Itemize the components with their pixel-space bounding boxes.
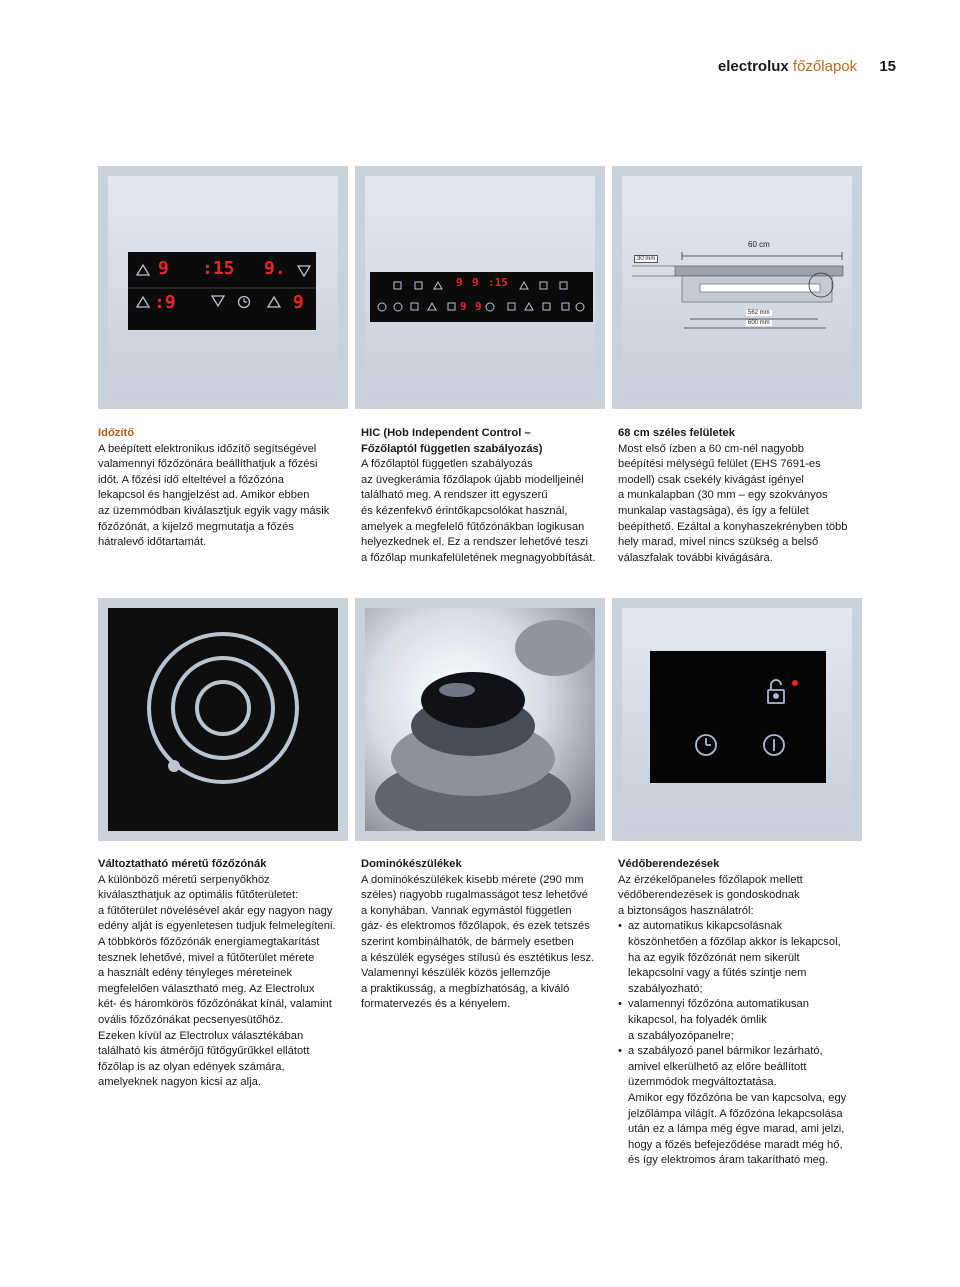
text-line: amivel elkerülhető az előre beállított <box>628 1060 807 1073</box>
text-line: jelzőlámpa világít. A főzőzóna lekapcsolása <box>628 1107 843 1120</box>
page-header <box>718 58 896 75</box>
text-line: és így elektromos áram takarítható meg. <box>628 1154 829 1167</box>
text-line: amelyek a megfelelő fűtőzónákban logikusan <box>361 520 585 533</box>
text-line: a főzőlap munkafelületének megnagyobbítását. <box>361 551 596 564</box>
digit: :15 <box>488 276 508 289</box>
gas-burner <box>365 608 595 831</box>
text-line: kiválaszthatjuk az optimális fűtőterületet: <box>98 889 299 902</box>
digit: 9. <box>264 258 286 279</box>
text-line: szerint kombinálhatók, de bármely esetben <box>361 935 574 948</box>
text-line: • az automatikus kikapcsolásnak <box>628 920 783 933</box>
text-line: Ezeken kívül az Electrolux választékában <box>98 1029 304 1042</box>
text-line: formatervezés és a kényelem. <box>361 998 511 1011</box>
text-line: a praktikusság, a megbízhatóság, a kiváló <box>361 982 570 995</box>
image-burner-panel <box>355 598 605 841</box>
section-vedo <box>618 857 878 1169</box>
text-line: a munkalapban (30 mm – egy szokványos <box>618 489 828 502</box>
text-line: hely marad, mivel nincs szükség a belső <box>618 536 819 549</box>
section-title: Időzítő <box>98 427 135 439</box>
text-line: után ez a lámpa még égve marad, ami jelzi, <box>628 1123 845 1136</box>
text-line: üzemmódok megváltoztatása. <box>628 1076 777 1089</box>
text-line: tesznek lehetővé, mivel a fűtőterület mérete <box>98 951 315 964</box>
bullet-item <box>618 997 878 1044</box>
image-lock-panel <box>612 598 862 841</box>
text-line: A beépített elektronikus időzítő segítségével <box>98 442 317 455</box>
text-line: lekapcsolni vagy a fűtés szintje nem <box>628 967 807 980</box>
section-title: 68 cm széles felületek <box>618 427 735 439</box>
text-line: és kézenfekvő érintőkapcsolókat használ, <box>361 504 568 517</box>
dimension-drawing <box>622 176 852 399</box>
section-title: Dominókészülékek <box>361 858 462 870</box>
digit: 9 <box>472 276 479 289</box>
text-line: védőberendezések is gondoskodnak <box>618 889 800 902</box>
digit: 9 <box>475 300 482 313</box>
text-line: főzőzónát, a kijelző megmutatja a főzés <box>98 520 294 533</box>
image-hic-panel <box>355 166 605 409</box>
section-title: Változtatható méretű főzőzónák <box>98 858 267 870</box>
bullet-item <box>618 919 878 997</box>
text-line: hátralevő időtartamát. <box>98 536 207 549</box>
section-title: HIC (Hob Independent Control – <box>361 427 531 439</box>
lock-panel-icons <box>650 651 826 783</box>
section-title: Főzőlaptól független szabályozás) <box>361 442 543 455</box>
image-rings-panel <box>98 598 348 841</box>
text-line: • valamennyi főzőzóna automatikusan <box>628 998 809 1011</box>
text-line: beépítési mélységű felület (EHS 7691-es <box>618 458 821 471</box>
brand-name: electrolux <box>717 58 789 75</box>
text-line: a készülék egységes stílusú és esztétikus lesz. <box>361 951 595 964</box>
digit: :15 <box>202 258 235 279</box>
text-line: megfelelően választható meg. Az Electrolux <box>98 982 315 995</box>
text-line: valamennyi főzőzónára beállíthatjuk a főzési <box>98 458 318 471</box>
text-line: az üvegkerámia főzőlapok újabb modelljeinél <box>361 473 584 486</box>
text-line: edény alját is egyenletesen tudjuk felmelegíteni. <box>98 920 336 933</box>
text-line: a konyhában. Vannak egymástól független <box>361 904 572 917</box>
text-line: modell) csak csekély kivágást igényel <box>618 473 804 486</box>
text-line: Valamennyi készülék közös jellemzője <box>361 967 551 980</box>
dimension-label: 30 mm <box>634 255 658 263</box>
text-line: a biztonságos használatról: <box>618 904 754 917</box>
text-line: kikapcsol, ha folyadék ömlik <box>628 1013 767 1026</box>
text-line: ha az egyik főzőzónát nem sikerült <box>628 951 800 964</box>
text-line: köszönhetően a főzőlap akkor is lekapcsol, <box>628 935 841 948</box>
image-dimension-panel <box>612 166 862 409</box>
text-line: A különböző méretű serpenyőkhöz <box>98 873 270 886</box>
text-line: található meg. A rendszer itt egyszerű <box>361 489 548 502</box>
section-felulet <box>618 426 868 566</box>
text-line: hogy a főzés befejeződése maradt még hő, <box>628 1138 843 1151</box>
hic-control-strip <box>370 272 593 322</box>
text-line: helyezkednek el. Ez a rendszer lehetővé teszi <box>361 536 588 549</box>
text-line: szabályozható; <box>628 982 703 995</box>
hic-icons <box>370 272 593 322</box>
digit: 9 <box>456 276 463 289</box>
text-line: munkalap vastagsága), és így a felület <box>618 504 809 517</box>
digit: 9 <box>158 258 169 279</box>
digit: 9 <box>460 300 467 313</box>
text-line: az üzemmódban kiválasztjuk egyik vagy másik <box>98 504 330 517</box>
text-line: található kis átmérőjű fűtőgyűrűkkel ellátott <box>98 1045 310 1058</box>
section-hic <box>361 426 611 566</box>
heating-rings <box>108 608 338 831</box>
digit: :9 <box>154 292 176 313</box>
section-title: Védőberendezések <box>618 858 720 870</box>
text-line: időt. A főzési idő elteltével a főzőzóna <box>98 473 284 486</box>
text-line: Most első ízben a 60 cm-nél nagyobb <box>618 442 804 455</box>
digit: 9 <box>293 292 304 313</box>
text-line: széles) nagyobb rugalmasságot tesz lehetővé <box>361 889 588 902</box>
timer-display <box>128 252 316 330</box>
text-line: ovális főzőzónákat pecsenyesütőhöz. <box>98 1013 284 1026</box>
text-line: lekapcsol és hangjelzést ad. Amikor ebben <box>98 489 310 502</box>
section-name: főzőlapok <box>792 58 858 75</box>
text-line: Amikor egy főzőzóna be van kapcsolva, egy <box>628 1091 847 1104</box>
text-line: A dominókészülékek kisebb mérete (290 mm <box>361 873 584 886</box>
dimension-label: 60 cm <box>748 240 770 249</box>
text-line: A többkörös főzőzónák energiamegtakarítást <box>98 935 320 948</box>
section-valtoztathato <box>98 857 350 1091</box>
dimension-label: 600 mm <box>748 320 770 326</box>
text-line: amelyeknek nagyon kicsi az alja. <box>98 1076 261 1089</box>
section-idozito <box>98 426 348 551</box>
text-line: A főzőlaptól független szabályozás <box>361 458 533 471</box>
bullet-item <box>618 1044 878 1169</box>
image-display-panel <box>98 166 348 409</box>
text-line: beépíthető. Ezáltal a konyhaszekrényben több <box>618 520 848 533</box>
dimension-label: 562 mm <box>748 310 770 316</box>
text-line: Az érzékelőpaneles főzőlapok mellett <box>618 873 803 886</box>
text-line: a fűtőterület növelésével akár egy nagyon nagy <box>98 904 333 917</box>
bullet-list <box>618 919 878 1169</box>
page-number: 15 <box>879 58 896 75</box>
text-line: gáz- és elektromos főzőlapok, és ezek tetszés <box>361 920 590 933</box>
text-line: • a szabályozó panel bármikor lezárható, <box>628 1045 823 1058</box>
text-line: a szabályozópanelre; <box>628 1029 734 1042</box>
text-line: főzőlap is az olyan edények számára, <box>98 1060 285 1073</box>
text-line: két- és háromkörös főzőzónákat kínál, valamint <box>98 998 332 1011</box>
text-line: a használt edény tényleges méreteinek <box>98 967 293 980</box>
section-domino <box>361 857 611 1013</box>
lock-control-panel <box>650 651 826 783</box>
text-line: válaszfalak további kivágására. <box>618 551 773 564</box>
